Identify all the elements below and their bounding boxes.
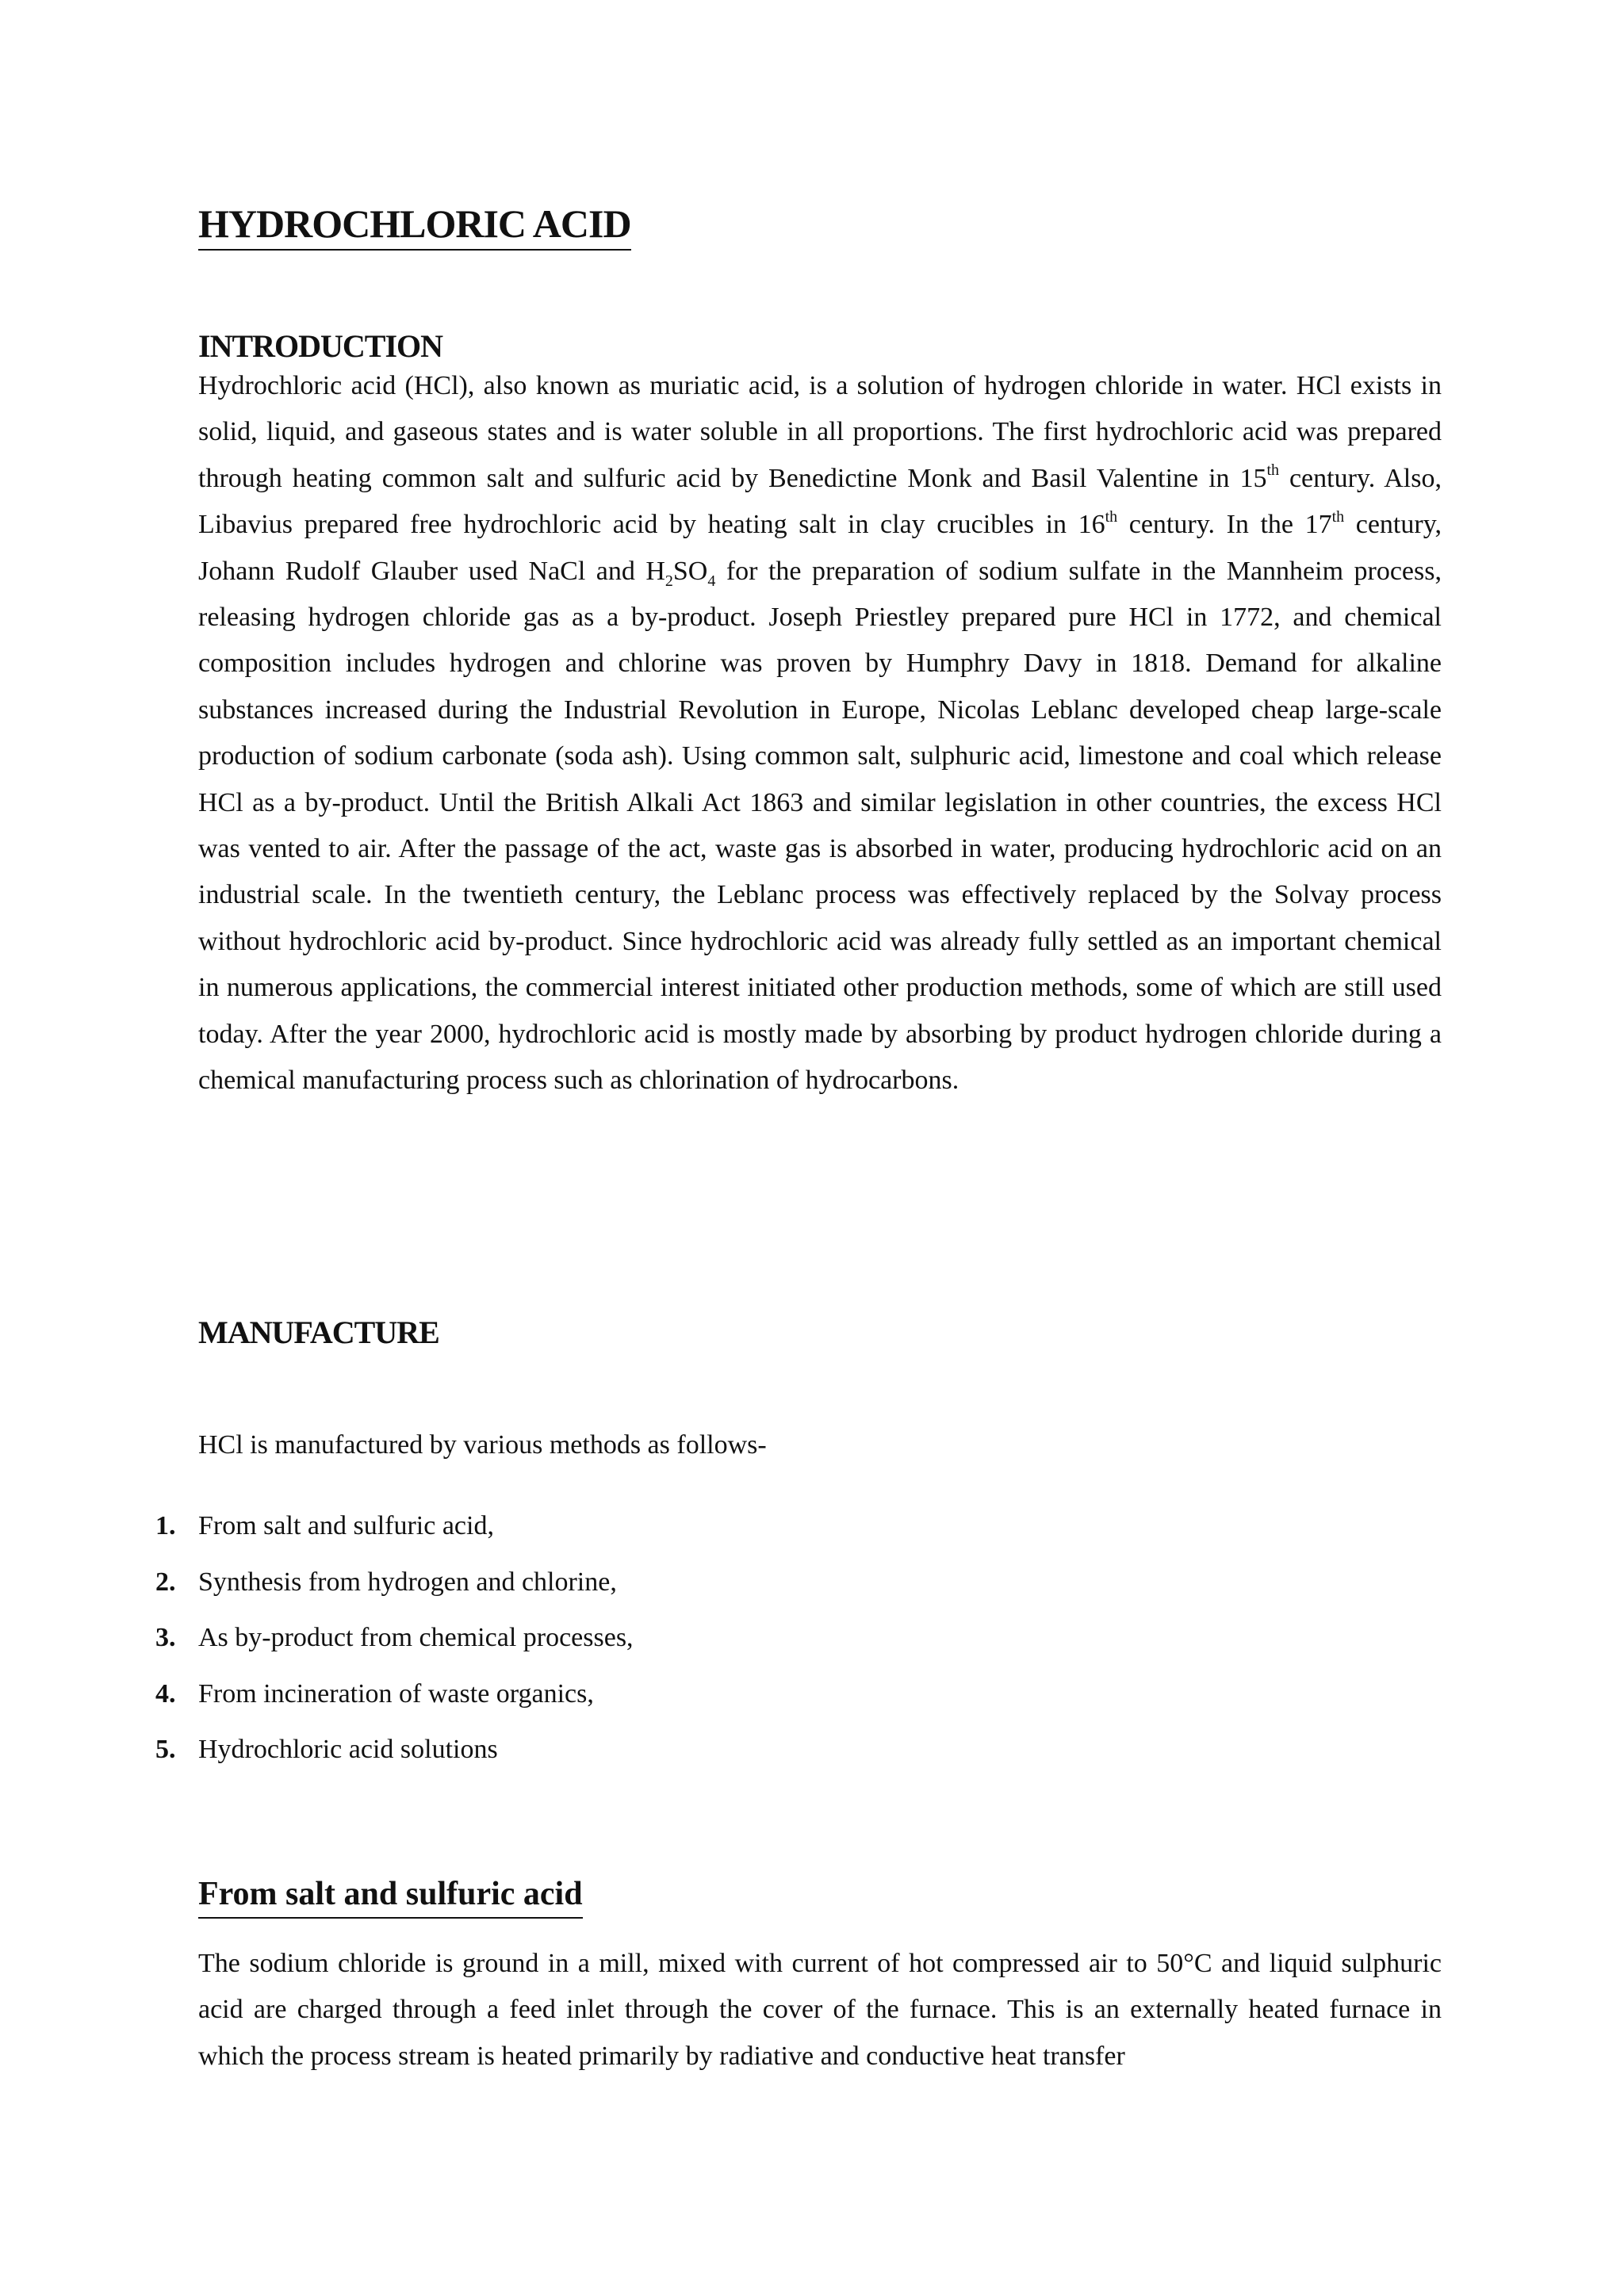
salt-sulfuric-heading: From salt and sulfuric acid (198, 1873, 583, 1919)
list-number: 4. (155, 1678, 176, 1709)
intro-text-part: Hydrochloric acid (HCl), also known as muriatic acid, is a solution of hydrogen chloride in water. HCl exists in solid, liquid, and gaseous states and is water soluble in all proportions. The first hydrochloric acid was prepared through heating common salt and sulfuric acid by Benedictine Monk and Basil Valentine in 15 (198, 371, 1442, 493)
list-item-label: From salt and sulfuric acid, (198, 1511, 494, 1540)
salt-sulfuric-paragraph: The sodium chloride is ground in a mill, mixed with current of hot compressed air to 50°C and liquid sulphuric acid are charged through a feed inlet through the cover of the furnace. This is an externally heated furnace in which the process stream is heated primarily by radiative and conductive heat transfer (198, 1949, 1442, 2071)
intro-text-part: century. Also, Libavius prepared free hydrochloric acid by heating salt in clay crucibles in 16 (198, 463, 1442, 540)
intro-text-part: century. In the 17 (1117, 510, 1332, 540)
list-item (155, 1615, 634, 1671)
list-number: 3. (155, 1623, 176, 1652)
subscript-2: 2 (665, 572, 673, 590)
subscript-4: 4 (707, 572, 716, 590)
list-item (155, 1671, 634, 1728)
list-item-label: From incineration of waste organics, (198, 1678, 594, 1709)
list-number: 1. (155, 1511, 176, 1540)
list-item (155, 1503, 634, 1559)
introduction-paragraph (198, 363, 1442, 1104)
superscript-th: th (1331, 507, 1345, 526)
list-item-label: Synthesis from hydrogen and chlorine, (198, 1567, 617, 1597)
list-number: 2. (155, 1567, 176, 1597)
manufacture-lead: HCl is manufactured by various methods as follows- (198, 1430, 767, 1460)
list-item-label: As by-product from chemical processes, (198, 1623, 634, 1652)
introduction-heading: INTRODUCTION (198, 328, 443, 364)
intro-text-part: SO (672, 556, 708, 586)
list-item (155, 1727, 634, 1783)
superscript-th: th (1266, 461, 1280, 480)
superscript-th: th (1105, 507, 1118, 526)
document-title: HYDROCHLORIC ACID (198, 200, 631, 251)
intro-text-part: for the preparation of sodium sulfate in the Mannheim process, releasing hydrogen chloride gas as a by-product. Joseph Priestley prepared pure HCl in 1772, and chemical composition includes hydrogen and chlorine was proven by Humphry Davy in 1818. Demand for alkaline substances increased during the Industrial Revolution in Europe, Nicolas Leblanc developed cheap large-scale production of sodium carbonate (soda ash). Using common salt, sulphuric acid, limestone and coal which release HCl as a by-product. Until the British Alkali Act 1863 and similar legislation in other countries, the excess HCl was vented to air. After the passage of the act, waste gas is absorbed in water, producing hydrochloric acid on an industrial scale. In the twentieth century, the Leblanc process was effectively replaced by the Solvay process without hydrochloric acid by-product. Since hydrochloric acid was already fully settled as an important chemical in numerous applications, the commercial interest initiated other production methods, some of which are still used today. After the year 2000, hydrochloric acid is mostly made by absorbing by product hydrogen chloride during a chemical manufacturing process such as chlorination of hydrocarbons. (198, 556, 1442, 1096)
manufacture-heading: MANUFACTURE (198, 1314, 439, 1350)
intro-text-part: century, Johann Rudolf Glauber used NaCl and H (198, 510, 1442, 586)
list-number: 5. (155, 1735, 176, 1764)
methods-list (155, 1503, 634, 1783)
list-item-label: Hydrochloric acid solutions (198, 1735, 498, 1764)
list-item (155, 1559, 634, 1616)
